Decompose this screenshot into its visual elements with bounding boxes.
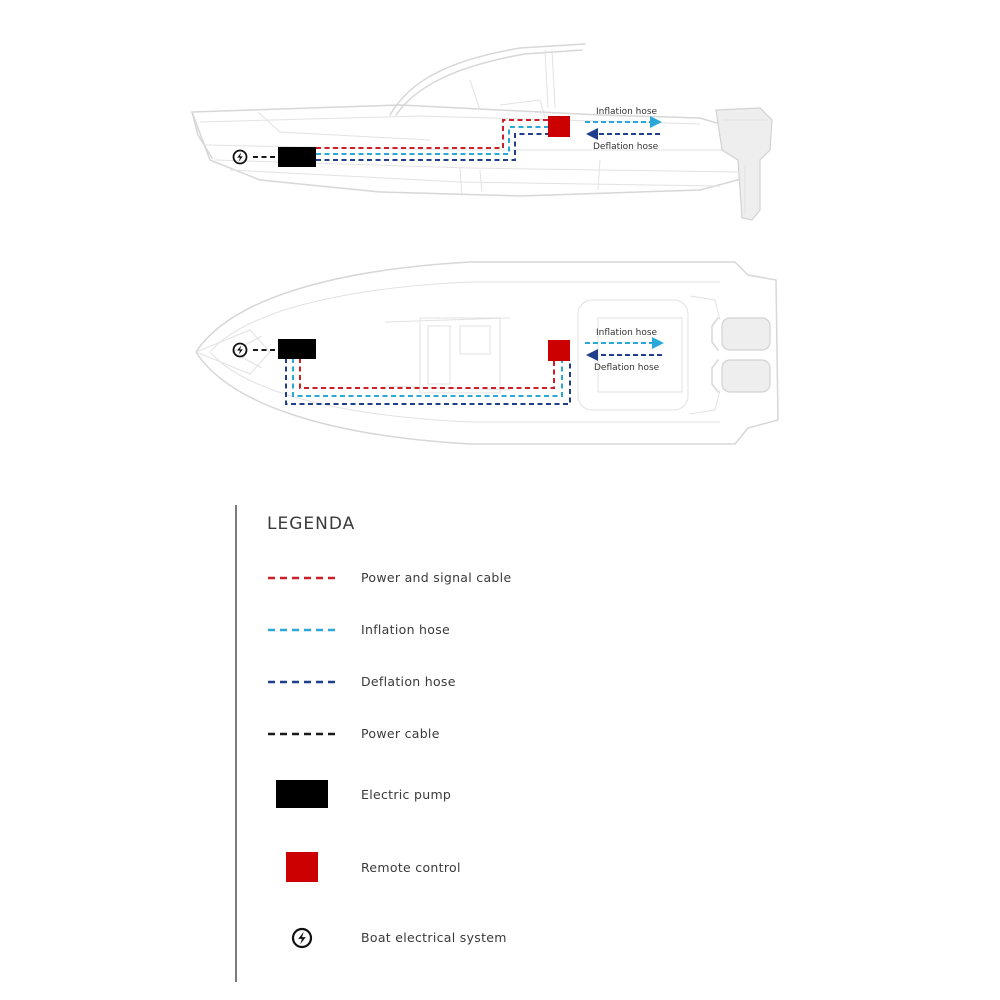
side-view-hull (192, 44, 772, 220)
top-power-signal-cable (300, 358, 554, 388)
top-electric-pump (278, 339, 316, 359)
top-view (196, 262, 778, 444)
legend-item-boat-electrical-system (293, 929, 507, 947)
legend-title: LEGENDA (267, 514, 356, 534)
legend-label-power-signal-cable: Power and signal cable (361, 570, 512, 585)
side-electric-pump (278, 147, 316, 167)
legend-label-electric-pump: Electric pump (361, 787, 452, 802)
legend-item-power-signal-cable (268, 570, 511, 585)
top-remote-control (548, 340, 570, 361)
legend-label-remote-control: Remote control (361, 860, 461, 875)
legend-item-electric-pump (276, 780, 451, 808)
side-remote-control (548, 116, 570, 137)
top-deflation-label: Deflation hose (594, 363, 660, 373)
legend-label-boat-electrical-system: Boat electrical system (361, 930, 507, 945)
legend-label-power-cable: Power cable (361, 726, 440, 741)
legend-item-deflation-hose (268, 674, 456, 689)
side-deflation-label: Deflation hose (593, 142, 659, 152)
side-power-signal-cable (316, 120, 548, 148)
legend-label-inflation-hose: Inflation hose (361, 622, 451, 637)
side-electrical-system-icon (234, 151, 247, 164)
side-view (192, 44, 772, 220)
legend-item-remote-control (286, 852, 461, 882)
legend (236, 505, 511, 982)
side-inflation-label: Inflation hose (596, 107, 658, 117)
electric-pump-swatch (276, 780, 328, 808)
top-inflation-label: Inflation hose (596, 328, 658, 338)
legend-item-inflation-hose (268, 622, 450, 637)
legend-item-power-cable (268, 726, 440, 741)
remote-control-swatch (286, 852, 318, 882)
lightning-icon (293, 929, 311, 947)
legend-label-deflation-hose: Deflation hose (361, 674, 456, 689)
